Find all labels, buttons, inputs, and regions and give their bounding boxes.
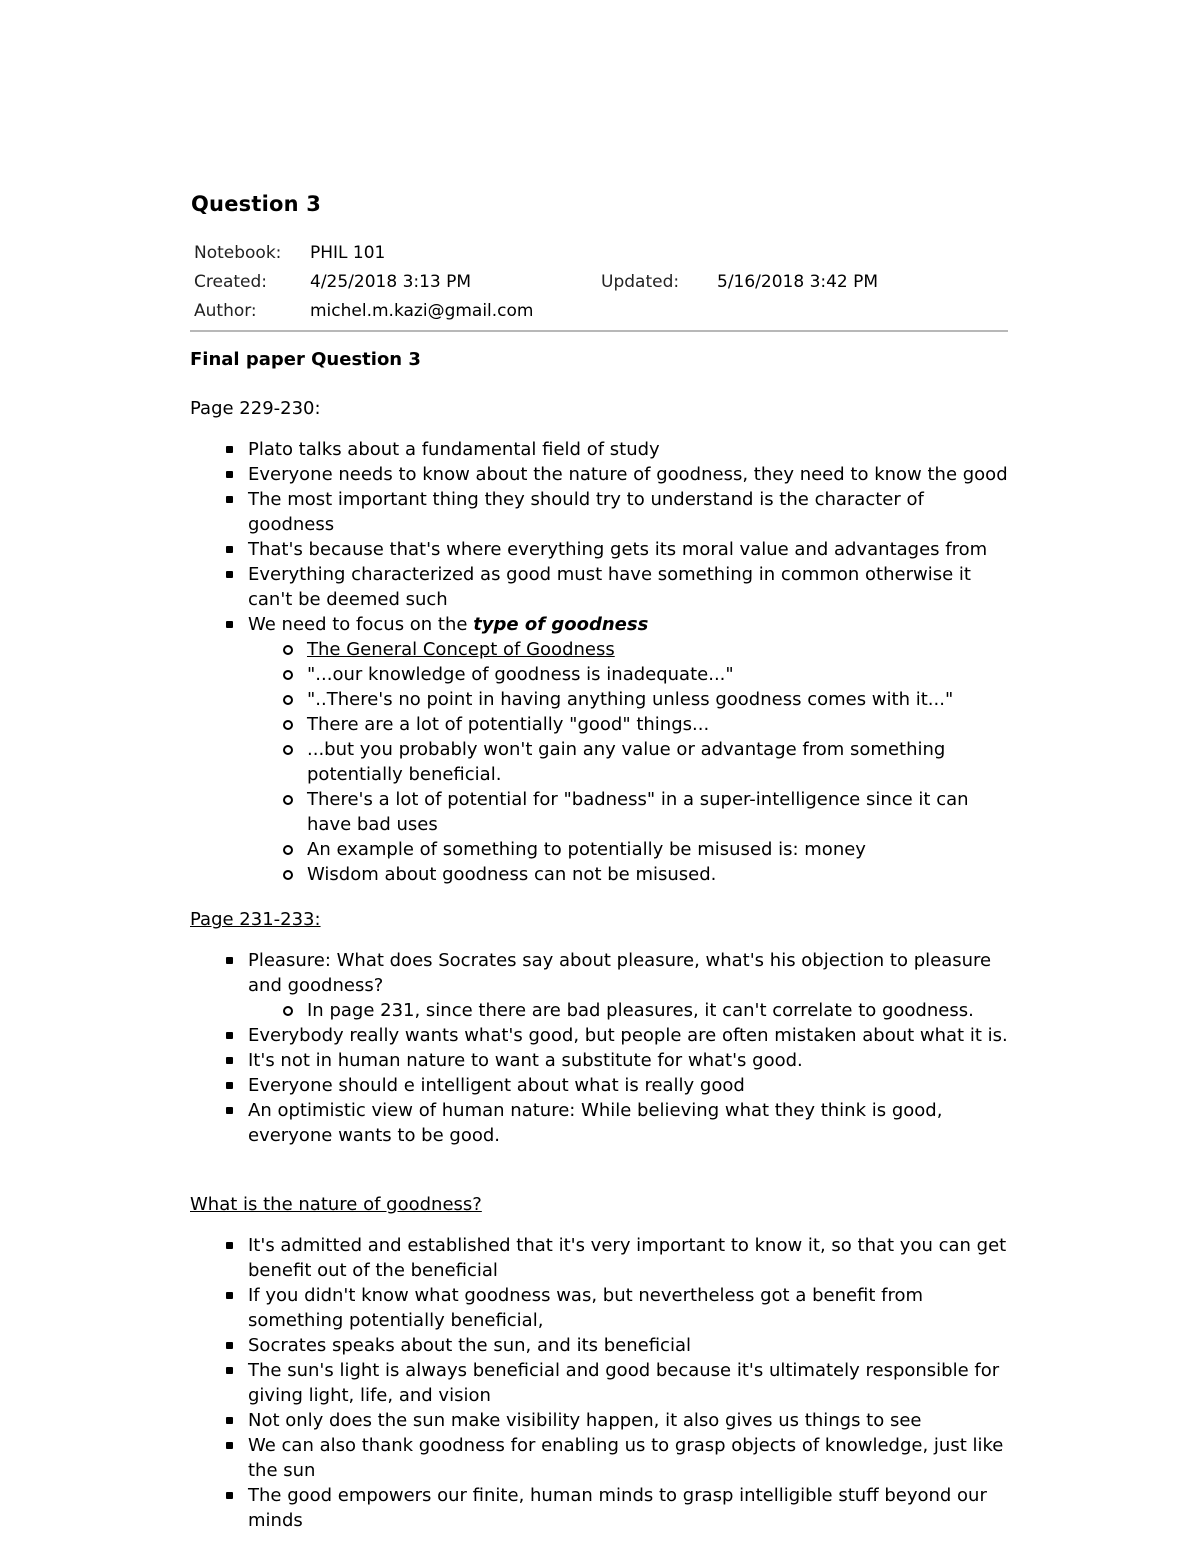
list-item: The most important thing they should try to understand is the character of goodness: [190, 487, 1010, 537]
emphasis-text: type of goodness: [473, 614, 649, 635]
author-value: michel.m.kazi@gmail.com: [310, 300, 534, 321]
list-item: An optimistic view of human nature: While believing what they think is good, everyone wants to be good.: [190, 1098, 1010, 1148]
sub-list-item: ...but you probably won't gain any value or advantage from something potentially beneficial.: [190, 737, 1010, 787]
list-item: The sun's light is always beneficial and good because it's ultimately responsible for giving light, life, and vision: [190, 1358, 1010, 1408]
list-item: The good empowers our finite, human minds to grasp intelligible stuff beyond our minds: [190, 1483, 1010, 1533]
section-2-list: [190, 948, 1010, 1148]
updated-value: 5/16/2018 3:42 PM: [717, 271, 879, 292]
sub-list-item: There are a lot of potentially "good" things...: [190, 712, 1010, 737]
sub-list: [248, 637, 1010, 887]
sub-list-item: An example of something to potentially be misused is: money: [190, 837, 1010, 862]
note-page: [190, 192, 1010, 1533]
section-title-page-229-230: Page 229-230:: [190, 398, 321, 419]
list-item: Everything characterized as good must have something in common otherwise it can't be deemed such: [190, 562, 1010, 612]
note-metadata: [194, 238, 878, 325]
sub-list-item: "..There's no point in having anything unless goodness comes with it...": [190, 687, 1010, 712]
created-value: 4/25/2018 3:13 PM: [310, 271, 472, 292]
list-item: Plato talks about a fundamental field of study: [190, 437, 1010, 462]
list-item: It's not in human nature to want a substitute for what's good.: [190, 1048, 1010, 1073]
sub-heading-general-concept: The General Concept of Goodness: [307, 639, 615, 660]
note-title: Question 3: [191, 192, 322, 216]
notebook-value: PHIL 101: [310, 242, 386, 263]
list-item: We can also thank goodness for enabling us to grasp objects of knowledge, just like the sun: [190, 1433, 1010, 1483]
sub-list: [248, 998, 1010, 1023]
list-item: It's admitted and established that it's very important to know it, so that you can get benefit out of the beneficial: [190, 1233, 1010, 1283]
list-item-text: Pleasure: What does Socrates say about pleasure, what's his objection to pleasure and goodness?: [248, 950, 992, 996]
list-item: [190, 612, 1010, 887]
list-item: Everybody really wants what's good, but people are often mistaken about what it is.: [190, 1023, 1010, 1048]
author-label: Author:: [194, 300, 257, 321]
metadata-divider: [190, 330, 1008, 332]
sub-list-item: In page 231, since there are bad pleasures, it can't correlate to goodness.: [190, 998, 1010, 1023]
updated-label: Updated:: [601, 271, 680, 292]
sub-list-item: [190, 637, 1010, 662]
list-item: If you didn't know what goodness was, but nevertheless got a benefit from something potentially beneficial,: [190, 1283, 1010, 1333]
list-item: Everyone needs to know about the nature of goodness, they need to know the good: [190, 462, 1010, 487]
created-label: Created:: [194, 271, 268, 292]
section-title-nature-of-goodness: What is the nature of goodness?: [190, 1194, 482, 1215]
list-item: Socrates speaks about the sun, and its beneficial: [190, 1333, 1010, 1358]
list-item: Everyone should e intelligent about what is really good: [190, 1073, 1010, 1098]
list-item-text: We need to focus on the: [248, 614, 474, 635]
sub-list-item: There's a lot of potential for "badness" in a super-intelligence since it can have bad uses: [190, 787, 1010, 837]
section-1-list: [190, 437, 1010, 887]
sub-list-item: "...our knowledge of goodness is inadequate...": [190, 662, 1010, 687]
body-heading: Final paper Question 3: [190, 349, 421, 370]
section-3-list: [190, 1233, 1010, 1533]
list-item: Not only does the sun make visibility happen, it also gives us things to see: [190, 1408, 1010, 1433]
sub-list-item: Wisdom about goodness can not be misused.: [190, 862, 1010, 887]
notebook-label: Notebook:: [194, 242, 282, 263]
list-item: [190, 948, 1010, 1023]
list-item: That's because that's where everything gets its moral value and advantages from: [190, 537, 1010, 562]
section-title-page-231-233: Page 231-233:: [190, 909, 321, 930]
